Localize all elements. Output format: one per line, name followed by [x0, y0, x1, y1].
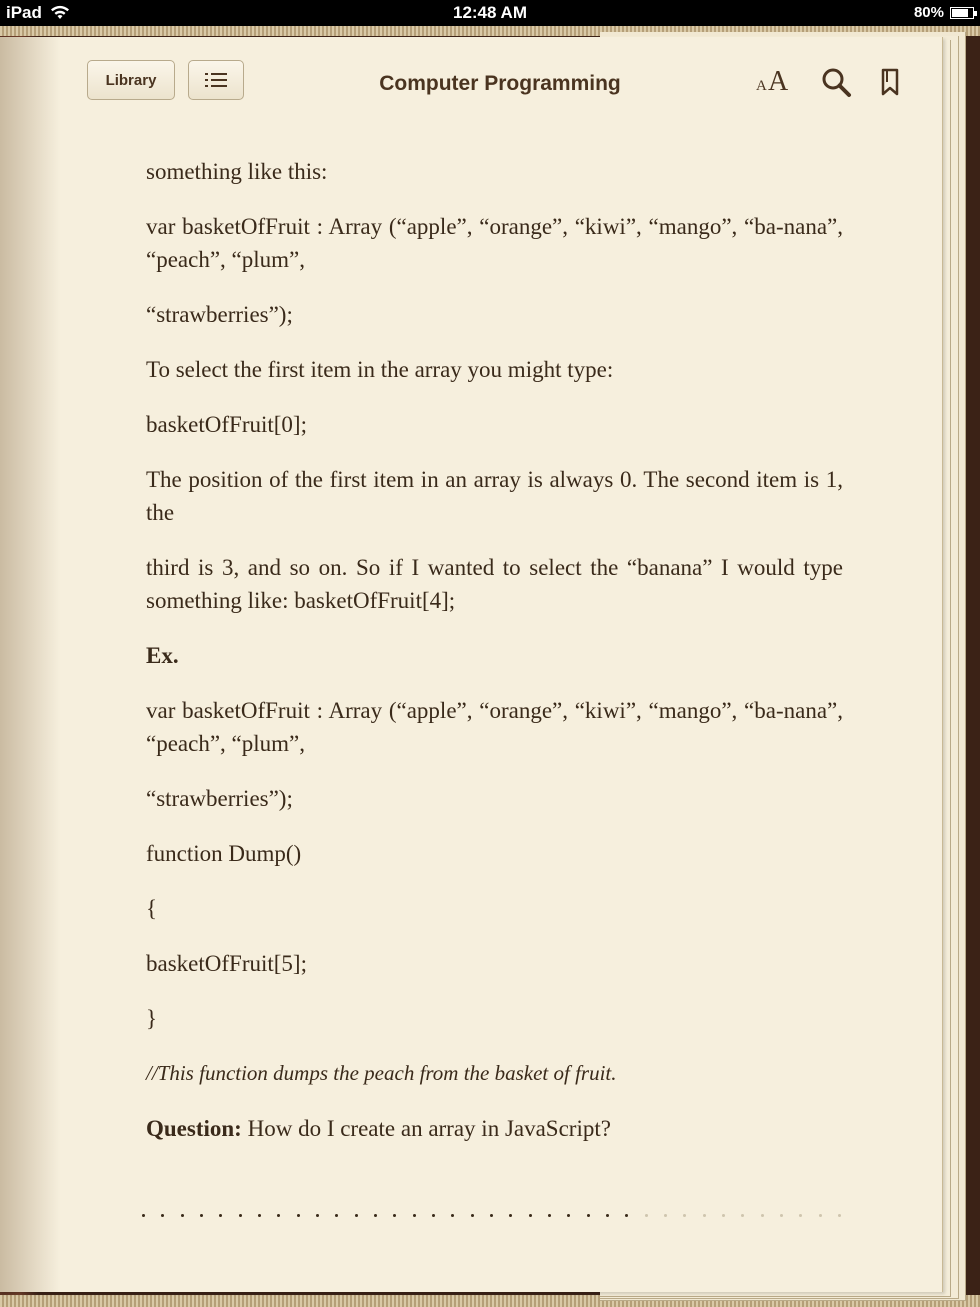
page-dot-read[interactable] — [142, 1214, 145, 1217]
page-dot-read[interactable] — [471, 1214, 474, 1217]
page-dot-read[interactable] — [606, 1214, 609, 1217]
page-dot-read[interactable] — [625, 1214, 628, 1217]
page-dot-read[interactable] — [355, 1214, 358, 1217]
page-dot-read[interactable] — [374, 1214, 377, 1217]
page-dot-read[interactable] — [490, 1214, 493, 1217]
font-small-glyph: A — [756, 78, 767, 94]
battery-icon — [950, 7, 974, 19]
page-dot-read[interactable] — [393, 1214, 396, 1217]
book-title: Computer Programming — [379, 72, 621, 95]
page-dot-read[interactable] — [548, 1214, 551, 1217]
page-dot-read[interactable] — [297, 1214, 300, 1217]
page-dot-read[interactable] — [529, 1214, 532, 1217]
table-of-contents-button[interactable] — [188, 60, 244, 100]
page-dot-read[interactable] — [258, 1214, 261, 1217]
page-dot-read[interactable] — [432, 1214, 435, 1217]
page-dot-unread[interactable] — [703, 1214, 706, 1217]
code-line: } — [146, 1006, 158, 1031]
page-dot-read[interactable] — [219, 1214, 222, 1217]
page-dot-read[interactable] — [277, 1214, 280, 1217]
list-icon — [205, 72, 227, 88]
font-big-glyph: A — [768, 66, 789, 97]
search-icon[interactable] — [820, 66, 852, 98]
code-line: function Dump() — [146, 841, 302, 866]
bookmark-icon[interactable] — [878, 68, 902, 96]
page-dot-read[interactable] — [413, 1214, 416, 1217]
paragraph: “strawberries”); — [146, 786, 293, 811]
page-dot-unread[interactable] — [683, 1214, 686, 1217]
paragraph: something like this: — [146, 159, 328, 184]
page-dot-read[interactable] — [181, 1214, 184, 1217]
page-dot-read[interactable] — [587, 1214, 590, 1217]
page-dot-read[interactable] — [161, 1214, 164, 1217]
paragraph: To select the first item in the array you might type: — [146, 357, 614, 382]
question — [146, 1112, 843, 1145]
code-line: { — [146, 896, 158, 921]
page-dot-read[interactable] — [239, 1214, 242, 1217]
page-dot-read[interactable] — [335, 1214, 338, 1217]
question-text: How do I create an array in JavaScript? — [241, 1116, 611, 1141]
example-heading — [146, 639, 843, 672]
page-dot-read[interactable] — [509, 1214, 512, 1217]
page-dot-read[interactable] — [567, 1214, 570, 1217]
page-dot-unread[interactable] — [741, 1214, 744, 1217]
clock: 12:48 AM — [452, 3, 527, 22]
page-dot-unread[interactable] — [780, 1214, 783, 1217]
page-dot-unread[interactable] — [761, 1214, 764, 1217]
page-dot-unread[interactable] — [645, 1214, 648, 1217]
question-label: Question: — [146, 1116, 242, 1141]
carrier-label: iPad — [6, 3, 42, 22]
page-dot-unread[interactable] — [838, 1214, 841, 1217]
example-label: Ex. — [146, 643, 179, 668]
page-dot-unread[interactable] — [664, 1214, 667, 1217]
page-dot-unread[interactable] — [799, 1214, 802, 1217]
paragraph: third is 3, and so on. So if I wanted to select the “banana” I would type something like: basketOfFruit[4]; — [146, 555, 843, 613]
code-line: basketOfFruit[5]; — [146, 951, 307, 976]
battery-percentage: 80% — [913, 4, 944, 21]
page-dot-read[interactable] — [451, 1214, 454, 1217]
library-button[interactable] — [87, 60, 175, 100]
code-comment: //This function dumps the peach from the basket of fruit. — [146, 1061, 617, 1085]
paragraph: var basketOfFruit : Array (“apple”, “orange”, “kiwi”, “mango”, “ba-nana”, “peach”, “plum”, — [146, 214, 843, 272]
font-size-icon[interactable] — [754, 66, 794, 98]
paragraph: basketOfFruit[0]; — [146, 412, 307, 437]
page-dot-read[interactable] — [316, 1214, 319, 1217]
paragraph: “strawberries”); — [146, 302, 293, 327]
page-dot-read[interactable] — [200, 1214, 203, 1217]
page-scrubber[interactable] — [142, 1214, 842, 1220]
paragraph: The position of the first item in an array is always 0. The second item is 1, the — [146, 467, 843, 525]
status-bar — [0, 0, 980, 26]
page-text — [146, 155, 843, 1167]
page-dot-unread[interactable] — [819, 1214, 822, 1217]
library-button-label: Library — [105, 71, 157, 89]
paragraph: var basketOfFruit : Array (“apple”, “orange”, “kiwi”, “mango”, “ba-nana”, “peach”, “plum”, — [146, 698, 843, 756]
page-dot-unread[interactable] — [722, 1214, 725, 1217]
